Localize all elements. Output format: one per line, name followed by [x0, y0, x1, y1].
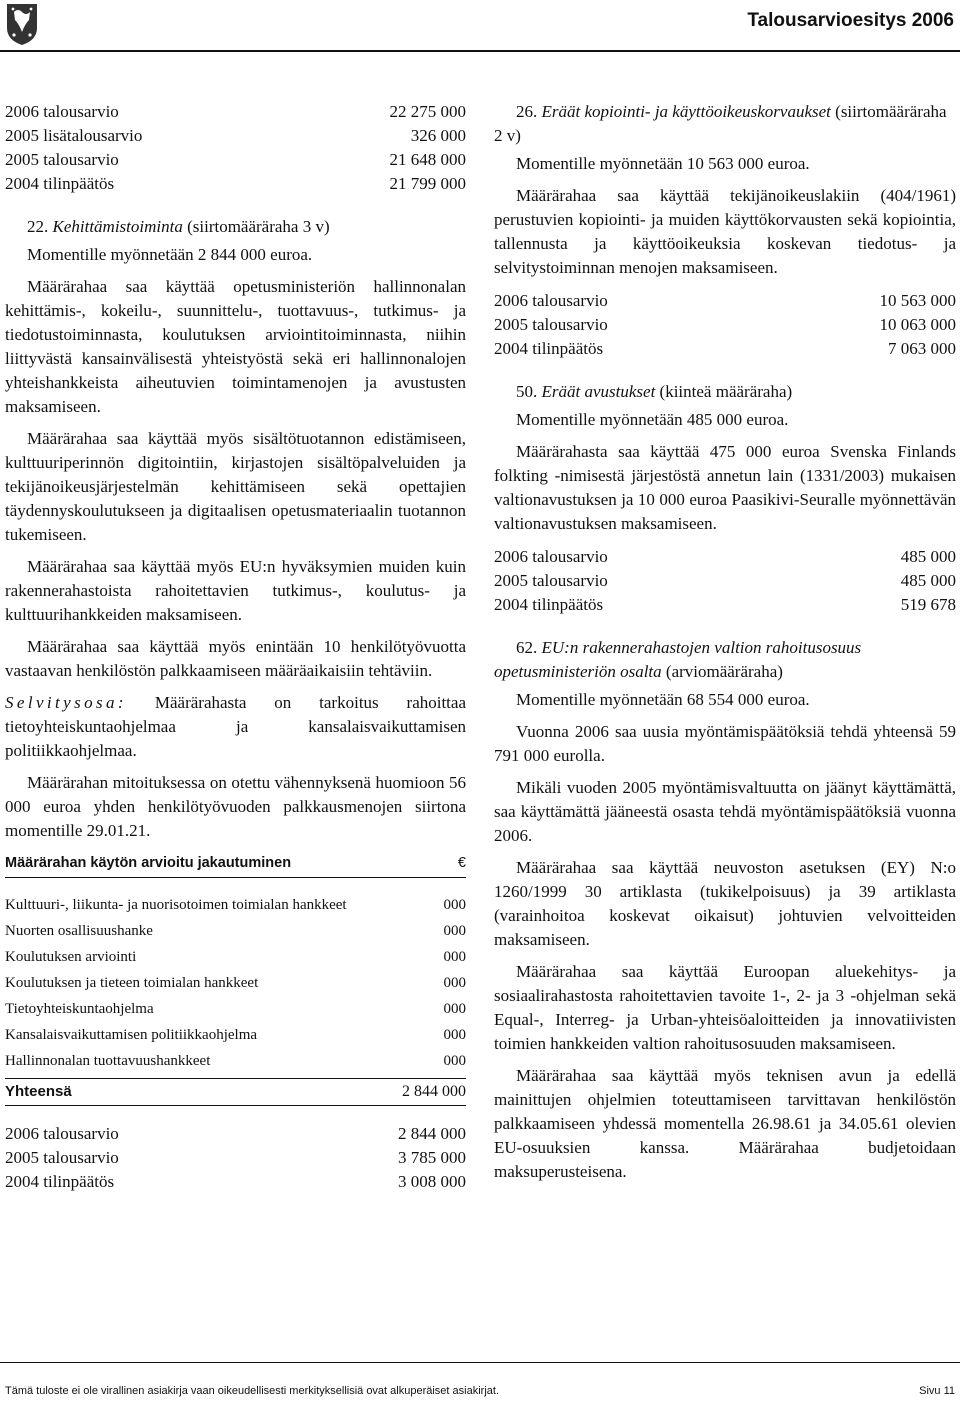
table-row [5, 920, 466, 942]
budget-value: 3 785 000 [398, 1148, 466, 1167]
budget-value: 2 844 000 [398, 1124, 466, 1143]
budget-row [5, 148, 466, 172]
section-number: 26. [516, 102, 538, 121]
budget-label: 2006 talousarvio [494, 291, 608, 310]
table-title: Määrärahan käytön arvioitu jakautuminen [5, 855, 292, 871]
table-row-value: 000 [443, 923, 466, 939]
table-row [5, 972, 466, 994]
budget-row [494, 313, 956, 337]
budget-label: 2005 talousarvio [5, 150, 119, 169]
table-row-value: 000 [443, 949, 466, 965]
section-type: (kiinteä määräraha) [659, 382, 793, 401]
table-row-value: 000 [443, 1001, 466, 1017]
budget-value: 21 648 000 [389, 150, 466, 169]
budget-label: 2006 talousarvio [5, 1124, 119, 1143]
section-heading-22 [5, 215, 466, 239]
table-row-value: 000 [443, 897, 466, 913]
selvitys-label: Selvitysosa: [5, 693, 127, 712]
section-number: 50. [516, 382, 538, 401]
section-heading-62 [494, 636, 956, 684]
section-moment: Momentille myönnetään 10 563 000 euroa. [516, 154, 810, 173]
section-moment: Momentille myönnetään 68 554 000 euroa. [516, 690, 810, 709]
table-row [5, 946, 466, 968]
table-row-label: Kulttuuri-, liikunta- ja nuorisotoimen toimialan hankkeet [5, 897, 347, 913]
table-total-row [5, 1078, 466, 1106]
left-column [5, 100, 466, 1194]
paragraph: Määrärahaa saa käyttää myös teknisen avun ja edellä mainittujen ohjelmien toteuttamiseen tarvittavan henkilöstön palkkaamiseen yhdessä momentella 26.98.61 ja 34.05.61 olevien EU-osuuksien kanssa. Määrärahaa budjetoidaan maksuperusteisena. [494, 1066, 956, 1181]
budget-value: 10 063 000 [879, 315, 956, 334]
document-title: Talousarvioesitys 2006 [747, 10, 954, 31]
table-row-label: Koulutuksen ja tieteen toimialan hankkeet [5, 975, 259, 991]
budget-label: 2006 talousarvio [494, 547, 608, 566]
budget-summary-bottom [5, 1122, 466, 1194]
paragraph: Määrärahaa saa käyttää tekijänoikeuslakiin (404/1961) perustuvien kopiointi- ja muiden käyttökorvausten sekä kopiointia, tallennusta ja käyttöoikeuksia koskevan tiedotus- ja selvitystoiminnan menojen maksamiseen. [494, 186, 956, 277]
table-row-value: 000 [443, 1027, 466, 1043]
table-row [5, 1024, 466, 1046]
budget-label: 2004 tilinpäätös [494, 339, 604, 358]
budget-value: 326 000 [410, 126, 466, 145]
paragraph: Määrärahaa saa käyttää opetusministeriön hallinnonalan kehittämis-, kokeilu-, suunnittelu-, tuottavuus-, tutkimus- ja tiedotustoiminnasta, koulutuksen arviointitoiminnasta, niihin liittyvästä kansainvälisestä yhteistyöstä sekä eri hallinnonalojen yhteishankkeista aiheutuvien toimintamenojen ja avustusten maksamiseen. [5, 277, 466, 416]
section-title: Eräät kopiointi- ja käyttöoikeuskorvaukset [541, 102, 831, 121]
budget-value: 485 000 [900, 571, 956, 590]
section-moment: Momentille myönnetään 485 000 euroa. [516, 410, 789, 429]
footer-disclaimer: Tämä tuloste ei ole virallinen asiakirja vaan oikeudellisesti merkityksellisiä ovat alkuperäiset asiakirjat. [5, 1385, 499, 1397]
paragraph: Määrärahasta saa käyttää 475 000 euroa Svenska Finlands folkting -nimisestä järjestöstä annetun lain (1331/2003) mukaisen valtionavustuksen ja 10 000 euroa Paasikivi-Seuralle myönnettävän valtionavustuksen maksamiseen. [494, 442, 956, 533]
table-row-label: Hallinnonalan tuottavuushankkeet [5, 1053, 211, 1069]
budget-row [494, 569, 956, 593]
budget-label: 2005 talousarvio [5, 1148, 119, 1167]
page-header [0, 0, 960, 48]
budget-label: 2006 talousarvio [5, 102, 119, 121]
budget-row [5, 1170, 466, 1194]
budget-label: 2005 talousarvio [494, 571, 608, 590]
table-total-label: Yhteensä [5, 1083, 72, 1100]
table-row-label: Tietoyhteiskuntaohjelma [5, 1001, 154, 1017]
section-title: Eräät avustukset [541, 382, 656, 401]
page-footer [5, 1385, 955, 1397]
budget-label: 2004 tilinpäätös [5, 174, 115, 193]
budget-row [494, 593, 956, 617]
budget-row [494, 545, 956, 569]
allocation-table [5, 853, 466, 1106]
table-total-value: 2 844 000 [402, 1083, 466, 1100]
table-row-label: Nuorten osallisuushanke [5, 923, 153, 939]
paragraph: Määrärahaa saa käyttää myös EU:n hyväksymien muiden kuin rakennerahastoista rahoitettavien tutkimus-, koulutus- ja kulttuurihankkeiden maksamiseen. [5, 557, 466, 624]
budget-row [5, 124, 466, 148]
table-row [5, 1050, 466, 1072]
paragraph: Määrärahaa saa käyttää Euroopan aluekehitys- ja sosiaalirahastosta rahoitettavien tavoite 1-, 2- ja 3 -ohjelman sekä Equal-, Interreg- ja Urban-yhteisöaloitteiden ja innovatiivisten toimien hankkeiden valtion rahoitusosuuden maksamiseen. [494, 962, 956, 1053]
section-number: 22. [27, 217, 49, 236]
table-row-label: Koulutuksen arviointi [5, 949, 137, 965]
budget-summary [494, 545, 956, 617]
section-type: (siirtomääräraha 2 v) [494, 102, 947, 145]
budget-label: 2004 tilinpäätös [5, 1172, 115, 1191]
budget-value: 7 063 000 [888, 339, 956, 358]
budget-row [494, 289, 956, 313]
table-row-label: Kansalaisvaikuttamisen politiikkaohjelma [5, 1027, 258, 1043]
section-moment: Momentille myönnetään 2 844 000 euroa. [27, 245, 313, 264]
budget-row [494, 337, 956, 361]
paragraph: Määrärahaa saa käyttää myös sisältötuotannon edistämiseen, kulttuuriperinnön digitointiin, kirjastojen sisältöpalveluiden ja tekijänoikeusjärjestelmän kehittämiseen sekä opettajien täydennyskoulutukseen ja digitaalisen opetusmateriaalin tuotannon tukemiseen. [5, 429, 466, 544]
paragraph: Määrärahaa saa käyttää myös enintään 10 henkilötyövuotta vastaavan henkilöstön palkkaamiseen määräaikaisiin tehtäviin. [5, 637, 466, 680]
budget-label: 2004 tilinpäätös [494, 595, 604, 614]
section-title: EU:n rakennerahastojen valtion rahoitusosuus opetusministeriön osalta [494, 638, 862, 681]
budget-value: 519 678 [900, 595, 956, 614]
budget-value: 21 799 000 [389, 174, 466, 193]
selvitys-paragraph [5, 691, 466, 763]
section-heading-50 [494, 380, 956, 404]
budget-value: 10 563 000 [879, 291, 956, 310]
paragraph: Vuonna 2006 saa uusia myöntämispäätöksiä tehdä yhteensä 59 791 000 eurolla. [494, 722, 956, 765]
coat-of-arms-logo [5, 2, 39, 46]
budget-row [5, 1122, 466, 1146]
budget-value: 485 000 [900, 547, 956, 566]
budget-label: 2005 lisätalousarvio [5, 126, 143, 145]
section-title: Kehittämistoiminta [52, 217, 183, 236]
budget-row [5, 172, 466, 196]
selvitys-text: Määrärahasta on tarkoitus rahoittaa tietoyhteiskuntaohjelmaa ja kansalaisvaikuttamisen politiikkaohjelmaa. [5, 693, 466, 760]
paragraph: Määrärahaa saa käyttää neuvoston asetuksen (EY) N:o 1260/1999 30 artiklasta (tukikelpoisuus) ja 39 artiklasta (varainhoitoa koskevat oikaisut) johtuvien velvoitteiden maksamiseen. [494, 858, 956, 949]
table-row-value: 000 [443, 1053, 466, 1069]
budget-value: 22 275 000 [389, 102, 466, 121]
footer-rule [0, 1362, 960, 1363]
table-row [5, 894, 466, 916]
right-column [494, 100, 956, 1184]
table-unit: € [457, 855, 466, 871]
table-row-value: 000 [443, 975, 466, 991]
page-number: Sivu 11 [919, 1385, 955, 1397]
budget-summary [494, 289, 956, 361]
table-row [5, 998, 466, 1020]
budget-summary-top [5, 100, 466, 196]
budget-value: 3 008 000 [398, 1172, 466, 1191]
budget-row [5, 100, 466, 124]
section-type: (siirtomääräraha 3 v) [187, 217, 330, 236]
paragraph: Mikäli vuoden 2005 myöntämisvaltuutta on jäänyt käyttämättä, saa käyttämättä jääneestä osasta tehdä myöntämispäätöksiä vuonna 2006. [494, 778, 956, 845]
section-number: 62. [516, 638, 538, 657]
section-heading-26 [494, 100, 956, 148]
budget-row [5, 1146, 466, 1170]
budget-label: 2005 talousarvio [494, 315, 608, 334]
section-type: (arviomääräraha) [665, 662, 783, 681]
table-header [5, 853, 466, 878]
paragraph: Määrärahan mitoituksessa on otettu vähennyksenä huomioon 56 000 euroa yhden henkilötyövuoden palkkausmenojen siirtona momentille 29.01.21. [5, 773, 466, 840]
header-rule [0, 50, 960, 52]
